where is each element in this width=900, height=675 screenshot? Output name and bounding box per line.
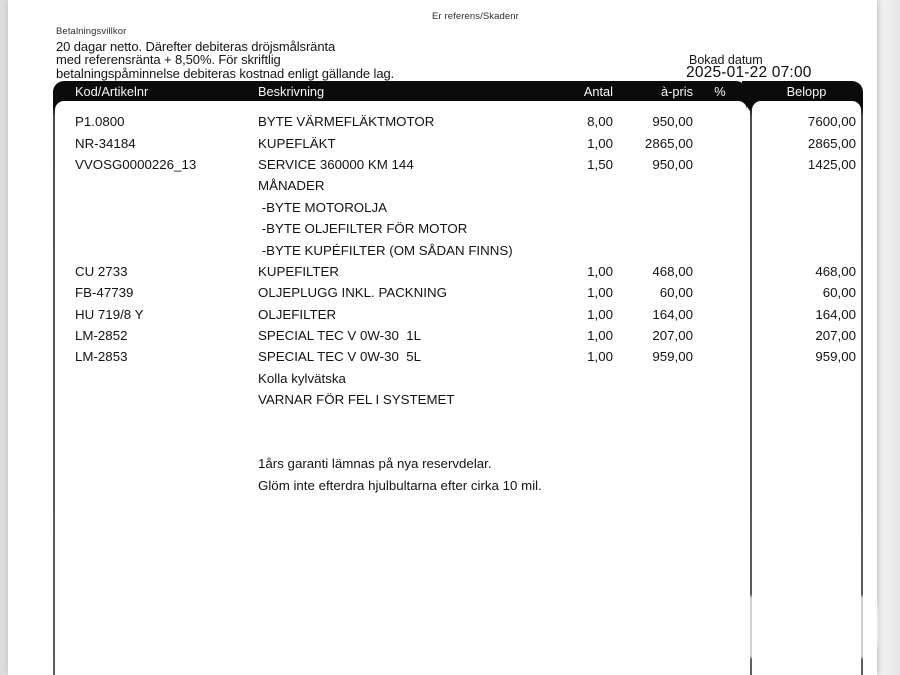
cell-beskrivning: -BYTE KUPÉFILTER (OM SÅDAN FINNS) — [258, 242, 513, 258]
belopp-row: 468,00 — [815, 263, 856, 279]
column-header-beskrivning: Beskrivning — [258, 83, 325, 99]
cell-antal: 1,00 — [587, 349, 613, 365]
belopp-row — [752, 368, 861, 389]
table-row — [55, 111, 747, 132]
table-row — [55, 368, 747, 389]
table-row — [55, 346, 747, 367]
cell-antal: 8,00 — [587, 114, 613, 130]
cell-beskrivning: SPECIAL TEC V 0W-30 1L — [258, 328, 422, 344]
table-row — [55, 261, 747, 282]
table-header-row — [53, 81, 747, 101]
belopp-row — [752, 197, 861, 218]
belopp-row — [752, 475, 861, 496]
invoice-items-table — [53, 81, 747, 675]
belopp-row — [752, 218, 861, 239]
belopp-header-row — [750, 81, 863, 101]
cell-kod: HU 719/8 Y — [75, 306, 144, 322]
table-row — [55, 132, 747, 153]
cell-antal: 1,00 — [587, 328, 613, 344]
cell-beskrivning: OLJEPLUGG INKL. PACKNING — [258, 285, 447, 301]
invoice-page — [8, 0, 877, 675]
photo-watermark — [736, 596, 878, 658]
table-row — [55, 432, 747, 453]
cell-apris: 60,00 — [659, 285, 693, 301]
er-referens-label: Er referens/Skadenr — [432, 11, 519, 22]
column-header-kod: Kod/Artikelnr — [75, 83, 149, 99]
cell-kod: P1.0800 — [75, 114, 125, 130]
column-header-apris: à-pris — [661, 83, 693, 99]
table-row — [55, 410, 747, 431]
payment-terms-line: med referensränta + 8,50%. För skriftlig — [56, 52, 281, 68]
cell-beskrivning: MÅNADER — [258, 178, 325, 194]
table-row — [55, 239, 747, 260]
table-row — [55, 325, 747, 346]
cell-apris: 468,00 — [652, 263, 693, 279]
cell-antal: 1,50 — [587, 156, 613, 172]
column-header-belopp: Belopp — [786, 83, 827, 99]
cell-apris: 950,00 — [652, 114, 693, 130]
belopp-row: 959,00 — [815, 349, 856, 365]
cell-antal: 1,00 — [587, 306, 613, 322]
payment-terms-line: 20 dagar netto. Därefter debiteras dröjsmålsränta — [56, 39, 336, 54]
payment-terms-text — [56, 40, 394, 80]
cell-beskrivning: 1års garanti lämnas på nya reservdelar. — [258, 456, 492, 472]
belopp-row — [752, 239, 861, 260]
cell-kod: LM-2852 — [75, 328, 128, 344]
cell-apris: 164,00 — [652, 306, 693, 322]
table-row — [55, 197, 747, 218]
cell-kod: VVOSG0000226_13 — [75, 156, 197, 172]
cell-beskrivning: KUPEFILTER — [258, 263, 340, 279]
cell-kod: NR-34184 — [75, 135, 136, 151]
booked-date-label: Bokad datum — [689, 53, 763, 67]
cell-beskrivning: SERVICE 360000 KM 144 — [258, 156, 414, 172]
cell-apris: 950,00 — [652, 156, 693, 172]
cell-antal: 1,00 — [587, 285, 613, 301]
cell-beskrivning: KUPEFLÄKT — [258, 135, 336, 151]
belopp-row — [752, 432, 861, 453]
table-row — [55, 282, 747, 303]
belopp-row — [752, 389, 861, 410]
belopp-row — [752, 410, 861, 431]
cell-kod: FB-47739 — [75, 285, 134, 301]
cell-beskrivning: VARNAR FÖR FEL I SYSTEMET — [258, 392, 455, 408]
table-row — [55, 475, 747, 496]
column-header-antal: Antal — [583, 83, 613, 99]
cell-beskrivning: Glöm inte efterdra hjulbultarna efter cirka 10 mil. — [258, 477, 542, 493]
belopp-row: 207,00 — [815, 328, 856, 344]
table-row — [55, 218, 747, 239]
belopp-row: 164,00 — [815, 306, 856, 322]
payment-terms-line: betalningspåminnelse debiteras kostnad enligt gällande lag. — [56, 65, 395, 81]
cell-kod: LM-2853 — [75, 349, 128, 365]
cell-beskrivning: SPECIAL TEC V 0W-30 5L — [258, 349, 422, 365]
cell-antal: 1,00 — [587, 263, 613, 279]
payment-terms-label: Betalningsvillkor — [56, 26, 127, 37]
cell-apris: 959,00 — [652, 349, 693, 365]
booked-date-value: 2025-01-22 07:00 — [686, 64, 812, 81]
cell-apris: 2865,00 — [644, 135, 693, 151]
cell-beskrivning: -BYTE MOTOROLJA — [258, 199, 388, 215]
table-row — [55, 154, 747, 175]
column-header-percent: % — [714, 83, 726, 99]
belopp-row: 2865,00 — [807, 135, 856, 151]
cell-beskrivning: -BYTE OLJEFILTER FÖR MOTOR — [258, 221, 468, 237]
belopp-column-body — [752, 101, 861, 675]
cell-beskrivning: BYTE VÄRMEFLÄKTMOTOR — [258, 114, 435, 130]
belopp-row: 1425,00 — [807, 156, 856, 172]
cell-beskrivning: OLJEFILTER — [258, 306, 337, 322]
belopp-column-box — [750, 81, 863, 675]
belopp-row: 7600,00 — [807, 114, 856, 130]
belopp-row — [752, 453, 861, 474]
cell-antal: 1,00 — [587, 135, 613, 151]
belopp-row: 60,00 — [822, 285, 856, 301]
table-row — [55, 304, 747, 325]
belopp-row — [752, 175, 861, 196]
cell-kod: CU 2733 — [75, 263, 128, 279]
cell-beskrivning: Kolla kylvätska — [258, 370, 346, 386]
table-body — [55, 101, 747, 675]
cell-apris: 207,00 — [652, 328, 693, 344]
table-row — [55, 453, 747, 474]
table-row — [55, 389, 747, 410]
table-row — [55, 175, 747, 196]
